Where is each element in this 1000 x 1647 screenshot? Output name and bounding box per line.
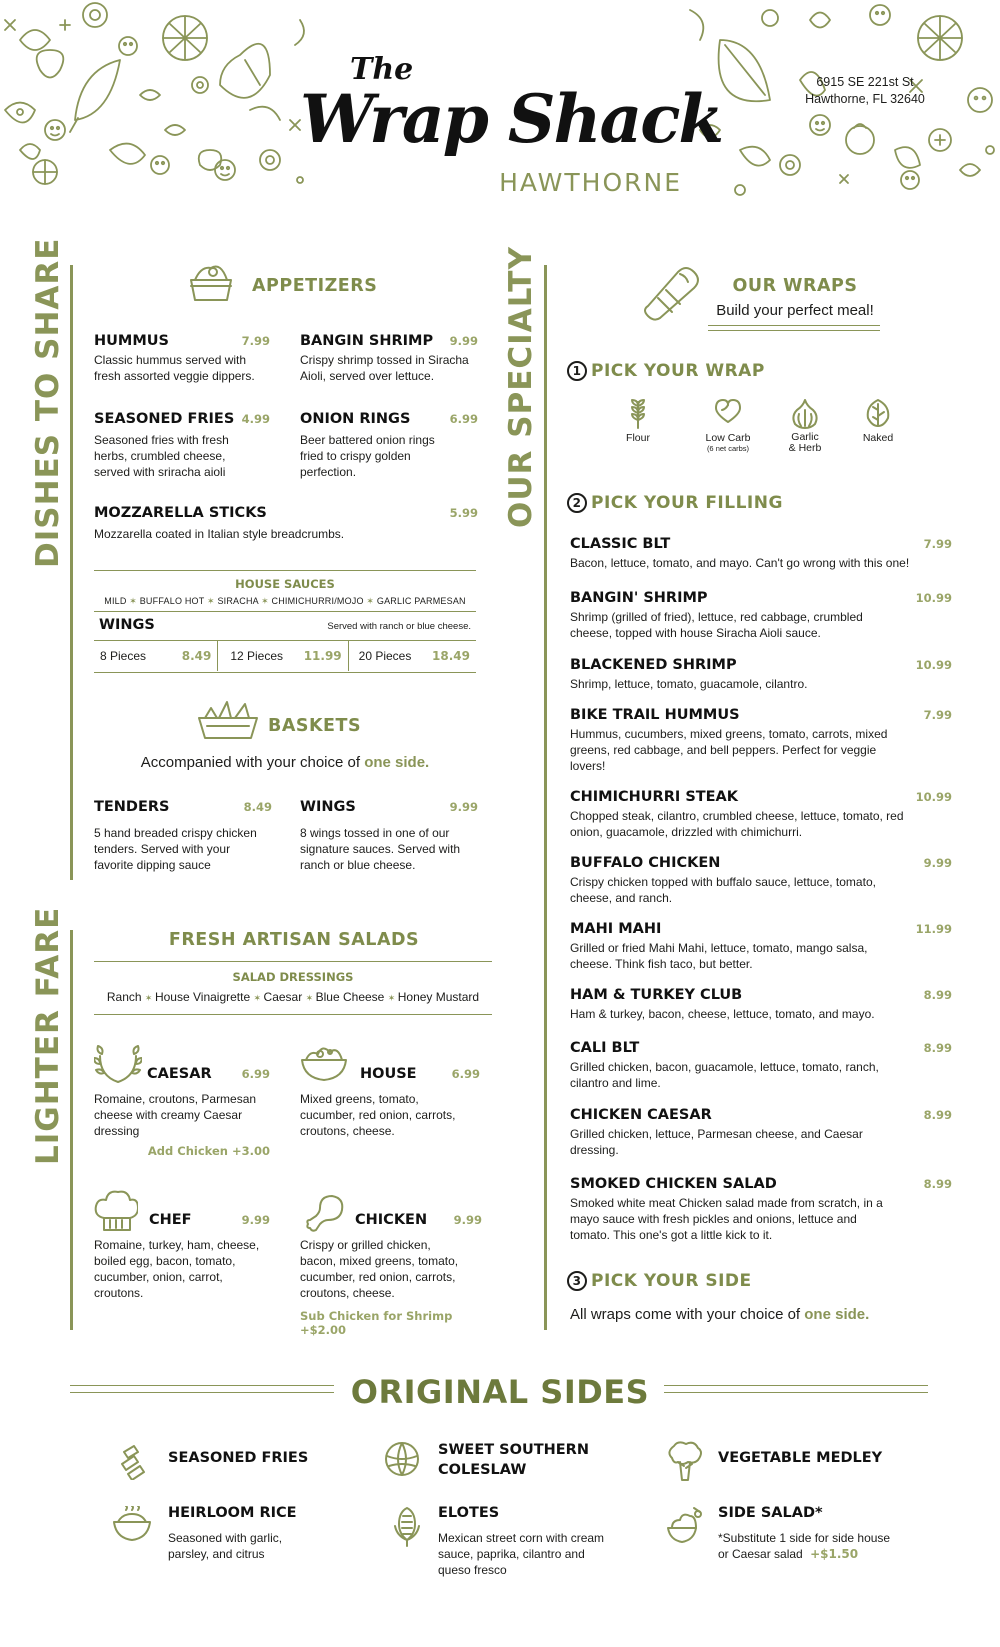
- dressing-ranch: Ranch: [106, 990, 142, 1004]
- item-name: TENDERS: [94, 799, 170, 815]
- appetizers-title: APPETIZERS: [252, 276, 378, 296]
- item-price: 6.99: [449, 412, 478, 426]
- wrap-options: [608, 398, 908, 468]
- wings-rule-bottom: [94, 672, 476, 673]
- side-side-salad: [718, 1505, 918, 1562]
- wrap-option-flour: [608, 398, 668, 444]
- item-price: 8.49: [243, 800, 272, 814]
- food-doodle-pattern-left: [0, 0, 320, 200]
- item-desc: Romaine, croutons, Parmesan cheese with creamy Caesar dressing: [94, 1092, 257, 1138]
- sauce-siracha: SIRACHA: [217, 596, 259, 606]
- address-street: 6915 SE 221st St: [816, 75, 914, 89]
- item-price: 7.99: [923, 708, 952, 722]
- wrap-option-garlic-herb: [770, 398, 840, 454]
- item-name: CLASSIC BLT: [570, 536, 671, 552]
- wrap-option-low-carb: [688, 398, 768, 453]
- item-name: CHICKEN CAESAR: [570, 1107, 712, 1123]
- item-desc: Mozzarella coated in Italian style breadcrumbs.: [94, 527, 345, 541]
- side-salad-icon: [664, 1506, 704, 1549]
- wings-note: Served with ranch or blue cheese.: [327, 621, 471, 632]
- dressing-blue-cheese: Blue Cheese: [315, 990, 385, 1004]
- takeout-box-icon: [185, 262, 237, 309]
- wrap-option-sub: (6 net carbs): [706, 444, 750, 453]
- item-desc: Classic hummus served with fresh assorted veggie dippers.: [94, 353, 255, 383]
- item-desc: Grilled chicken, lettuce, Parmesan cheese, and Caesar dressing.: [570, 1127, 863, 1157]
- side-heirloom-rice: [168, 1505, 338, 1562]
- item-name: MOZZARELLA STICKS: [94, 505, 267, 521]
- separator-asterisk: ✶: [129, 596, 140, 606]
- wings-option-12: [218, 641, 348, 671]
- item-desc: Mixed greens, tomato, cucumber, red onion, carrots, croutons, cheese.: [300, 1092, 456, 1138]
- section-label-our-specialty: OUR SPECIALTY: [503, 246, 539, 528]
- sauces-rule-bottom: [94, 611, 476, 612]
- wrap-option-sub: & Herb: [788, 442, 822, 454]
- cabbage-icon: [383, 1440, 421, 1483]
- item-name: CAESAR: [147, 1066, 212, 1082]
- item-name: MAHI MAHI: [570, 921, 662, 937]
- section-label-lighter-fare: LIGHTER FARE: [30, 906, 66, 1165]
- logo-wrap-shack: Wrap Shack: [300, 80, 723, 158]
- step3-text: [570, 1306, 869, 1323]
- item-price: 11.99: [915, 922, 952, 936]
- item-name: CHIMICHURRI STEAK: [570, 789, 739, 805]
- salad-house: [300, 1066, 480, 1139]
- item-desc: Crispy shrimp tossed in Siracha Aioli, served over lettuce.: [300, 353, 469, 383]
- item-desc: Romaine, turkey, ham, cheese, boiled egg, bacon, tomato, cucumber, onion, carrot, croutons.: [94, 1238, 260, 1300]
- our-wraps-subtitle: Build your perfect meal!: [716, 302, 874, 319]
- side-salad-upcharge: +$1.50: [810, 1547, 859, 1561]
- item-extra: Add Chicken +3.00: [147, 1144, 270, 1158]
- salads-rule-top: [94, 961, 492, 962]
- step2-title: PICK YOUR FILLING: [591, 493, 783, 513]
- separator-asterisk: ✶: [253, 993, 264, 1003]
- left-divider-bottom: [70, 930, 73, 1330]
- item-desc: Shrimp (grilled of fried), lettuce, red cabbage, crumbled cheese, topped with house Siracha Aioli sauce.: [570, 610, 863, 640]
- item-price: 8.99: [923, 1041, 952, 1055]
- option-price: 18.49: [432, 649, 470, 663]
- logo-the: The: [350, 52, 414, 87]
- item-desc: Bacon, lettuce, tomato, and mayo. Can't go wrong with this one!: [570, 556, 910, 570]
- dressing-house-vinaigrette: House Vinaigrette: [154, 990, 251, 1004]
- sides-rule-right-2: [664, 1392, 928, 1393]
- item-name: BANGIN' SHRIMP: [570, 590, 708, 606]
- item-desc: Ham & turkey, bacon, cheese, lettuce, tomato, and mayo.: [570, 1007, 875, 1021]
- item-price: 6.99: [451, 1067, 480, 1081]
- item-price: 9.99: [449, 800, 478, 814]
- baskets-subtitle: [94, 754, 476, 771]
- filling-buffalo-chicken: [570, 855, 952, 906]
- wrap-option-label: Low Carb: [705, 432, 751, 444]
- address-city: Hawthorne, FL 32640: [805, 92, 925, 106]
- item-price: 8.99: [923, 1108, 952, 1122]
- item-desc: Hummus, cucumbers, mixed greens, tomato, carrots, mixed greens, red cabbage, and bell peppers. Perfect for veggie lovers!: [570, 727, 888, 773]
- salad-dressings-title: SALAD DRESSINGS: [232, 970, 354, 984]
- original-sides-title: ORIGINAL SIDES: [350, 1373, 650, 1411]
- item-price: 7.99: [923, 537, 952, 551]
- step2-number: 2: [567, 493, 587, 513]
- dressing-caesar: Caesar: [263, 990, 303, 1004]
- left-divider-top: [70, 265, 73, 880]
- item-price: 4.99: [241, 412, 270, 426]
- salads-rule-bottom: [94, 1014, 492, 1015]
- item-name: BLACKENED SHRIMP: [570, 657, 737, 673]
- option-label: 20 Pieces: [358, 649, 412, 663]
- filling-bike-trail-hummus: [570, 707, 952, 774]
- item-price: 9.99: [453, 1213, 482, 1227]
- item-price: 6.99: [241, 1067, 270, 1081]
- item-desc: Shrimp, lettuce, tomato, guacamole, cilantro.: [570, 677, 808, 691]
- salad-dressings: [94, 970, 492, 1004]
- separator-asterisk: ✶: [261, 596, 272, 606]
- item-name: HOUSE: [360, 1066, 417, 1082]
- garlic-icon: [770, 398, 840, 432]
- step3-header: [567, 1271, 752, 1291]
- filling-blackened-shrimp: [570, 657, 952, 692]
- item-price: 10.99: [915, 790, 952, 804]
- item-desc: Seasoned fries with fresh herbs, crumbled cheese, served with sriracha aioli: [94, 433, 229, 479]
- salad-chicken: [300, 1212, 482, 1337]
- corn-icon: [392, 1504, 422, 1553]
- appetizer-mozzarella-sticks: [94, 505, 478, 542]
- filling-smoked-chicken-salad: [570, 1176, 952, 1243]
- address: [790, 74, 940, 108]
- item-desc: Mexican street corn with cream sauce, paprika, cilantro and queso fresco: [438, 1531, 605, 1577]
- side-sweet-southern-coleslaw: SWEET SOUTHERN COLESLAW: [438, 1442, 589, 1478]
- sides-rule-left-2: [70, 1392, 334, 1393]
- separator-asterisk: ✶: [387, 993, 398, 1003]
- item-name: BIKE TRAIL HUMMUS: [570, 707, 740, 723]
- item-desc: Beer battered onion rings fried to crispy golden perfection.: [300, 433, 435, 479]
- item-name: BUFFALO CHICKEN: [570, 855, 721, 871]
- basket-icon: [195, 698, 261, 747]
- wings-options: [94, 641, 476, 671]
- item-desc: Smoked white meat Chicken salad made from scratch, in a mayo sauce with fresh pickles and onions, lettuce and tomato. This one's got a little kick to it.: [570, 1196, 883, 1242]
- filling-mahi-mahi: [570, 921, 952, 972]
- wrap-option-naked: [848, 398, 908, 444]
- fries-icon: [118, 1442, 152, 1485]
- item-name: HUMMUS: [94, 333, 169, 349]
- separator-asterisk: ✶: [206, 596, 218, 606]
- our-wraps-title: OUR WRAPS: [732, 276, 858, 296]
- item-desc: [718, 1530, 903, 1562]
- filling-cali-blt: [570, 1040, 952, 1091]
- dressing-honey-mustard: Honey Mustard: [397, 990, 480, 1004]
- wraps-rule-2: [708, 330, 880, 331]
- separator-asterisk: ✶: [144, 993, 155, 1003]
- item-extra: Sub Chicken for Shrimp +$2.00: [300, 1309, 453, 1337]
- item-price: 7.99: [241, 334, 270, 348]
- wrap-option-label: Garlic: [791, 431, 819, 443]
- wrap-burrito-icon: [642, 262, 702, 331]
- filling-classic-blt: [570, 536, 952, 571]
- step3-text-highlight: one side.: [804, 1306, 870, 1323]
- item-price: 8.99: [923, 988, 952, 1002]
- item-price: 9.99: [923, 856, 952, 870]
- sauce-mild: MILD: [104, 596, 127, 606]
- item-price: 8.99: [923, 1177, 952, 1191]
- sides-rule-left-1: [70, 1385, 334, 1386]
- sauce-garlic-parmesan: GARLIC PARMESAN: [376, 596, 466, 606]
- salad-dressings-list: [94, 990, 492, 1004]
- wings-option-8: [94, 641, 218, 671]
- item-desc: Crispy chicken topped with buffalo sauce, lettuce, tomato, cheese, and ranch.: [570, 875, 876, 905]
- house-sauces: [94, 577, 476, 607]
- filling-bangin-shrimp: [570, 590, 952, 641]
- item-name: CALI BLT: [570, 1040, 640, 1056]
- option-price: 11.99: [303, 649, 342, 663]
- appetizer-hummus: [94, 333, 270, 384]
- side-salad-desc: *Substitute 1 side for side house or Caesar salad: [718, 1531, 891, 1561]
- side-elotes: [438, 1505, 618, 1578]
- step1-header: [567, 361, 765, 381]
- logo: [300, 52, 723, 212]
- item-name: HEIRLOOM RICE: [168, 1505, 297, 1521]
- item-price: 9.99: [449, 334, 478, 348]
- separator-asterisk: ✶: [305, 993, 316, 1003]
- item-price: 5.99: [449, 506, 478, 520]
- sides-rule-right-1: [664, 1385, 928, 1386]
- salad-caesar: [94, 1066, 270, 1158]
- side-seasoned-fries: SEASONED FRIES: [168, 1450, 309, 1466]
- item-name: CHEF: [149, 1212, 192, 1228]
- wrap-option-label: Naked: [862, 432, 894, 444]
- item-name: SMOKED CHICKEN SALAD: [570, 1176, 777, 1192]
- item-name: BANGIN SHRIMP: [300, 333, 434, 349]
- wheat-icon: [608, 398, 668, 432]
- house-sauces-list: [94, 596, 476, 607]
- salads-title: FRESH ARTISAN SALADS: [168, 930, 420, 950]
- basket-tenders: [94, 799, 272, 873]
- step3-title: PICK YOUR SIDE: [591, 1271, 752, 1291]
- logo-hawthorne: HAWTHORNE: [499, 168, 682, 197]
- sauces-rule-top: [94, 570, 476, 571]
- item-desc: Seasoned with garlic, parsley, and citrus: [168, 1531, 283, 1561]
- salad-chef: [94, 1212, 270, 1301]
- wings-option-20: [349, 641, 476, 671]
- option-label: 12 Pieces: [230, 649, 284, 663]
- wrap-option-label: Flour: [626, 432, 650, 444]
- filling-chimichurri-steak: [570, 789, 952, 840]
- filling-ham-turkey-club: [570, 987, 952, 1022]
- heart-icon: [688, 398, 768, 432]
- item-name: CHICKEN: [355, 1212, 428, 1228]
- appetizer-onion-rings: [300, 411, 478, 480]
- step2-header: [567, 493, 783, 513]
- baskets-title: BASKETS: [268, 716, 362, 736]
- step1-title: PICK YOUR WRAP: [591, 361, 765, 381]
- section-label-dishes-to-share: DISHES TO SHARE: [30, 237, 66, 568]
- wraps-rule-1: [708, 325, 880, 326]
- filling-chicken-caesar: [570, 1107, 952, 1158]
- item-name: SEASONED FRIES: [94, 411, 235, 427]
- appetizer-bangin-shrimp: [300, 333, 478, 384]
- option-label: 8 Pieces: [100, 649, 147, 663]
- lettuce-leaf-icon: [848, 398, 908, 432]
- item-price: 10.99: [915, 658, 952, 672]
- item-desc: 5 hand breaded crispy chicken tenders. Served with your favorite dipping sauce: [94, 826, 257, 872]
- item-name: ELOTES: [438, 1505, 500, 1521]
- item-price: 9.99: [241, 1213, 270, 1227]
- item-desc: Grilled chicken, bacon, guacamole, lettuce, tomato, ranch, cilantro and lime.: [570, 1060, 879, 1090]
- rice-bowl-icon: [112, 1506, 152, 1547]
- broccoli-icon: [664, 1440, 704, 1487]
- sauce-buffalo-hot: BUFFALO HOT: [139, 596, 205, 606]
- baskets-subtitle-highlight: one side.: [364, 754, 430, 771]
- right-divider: [544, 265, 547, 1330]
- wings-title: WINGS: [99, 617, 155, 633]
- sauce-chimichurri-mojo: CHIMICHURRI/MOJO: [271, 596, 364, 606]
- step3-text-main: All wraps come with your choice of: [570, 1306, 805, 1323]
- header: [0, 0, 1000, 215]
- item-desc: 8 wings tossed in one of our signature sauces. Served with ranch or blue cheese.: [300, 826, 461, 872]
- item-desc: Chopped steak, cilantro, crumbled cheese, lettuce, tomato, red onion, guacamole, drizzled with chimichurri.: [570, 809, 904, 839]
- item-name: SIDE SALAD*: [718, 1505, 823, 1521]
- item-name: HAM & TURKEY CLUB: [570, 987, 743, 1003]
- item-price: 10.99: [915, 591, 952, 605]
- step1-number: 1: [567, 361, 587, 381]
- item-name: ONION RINGS: [300, 411, 411, 427]
- side-vegetable-medley: VEGETABLE MEDLEY: [718, 1450, 883, 1466]
- appetizer-seasoned-fries: [94, 411, 270, 480]
- option-price: 8.49: [181, 649, 212, 663]
- basket-wings: [300, 799, 478, 873]
- house-sauces-title: HOUSE SAUCES: [235, 577, 335, 591]
- item-desc: Crispy or grilled chicken, bacon, mixed greens, tomato, cucumber, red onion, carrots, croutons, cheese.: [300, 1238, 459, 1300]
- separator-asterisk: ✶: [366, 596, 377, 606]
- step3-number: 3: [567, 1271, 587, 1291]
- item-name: WINGS: [300, 799, 356, 815]
- wings-header: [99, 617, 471, 633]
- baskets-subtitle-text: Accompanied with your choice of: [140, 754, 365, 771]
- item-desc: Grilled or fried Mahi Mahi, lettuce, tomato, mango salsa, cheese. Think fish taco, but better.: [570, 941, 868, 971]
